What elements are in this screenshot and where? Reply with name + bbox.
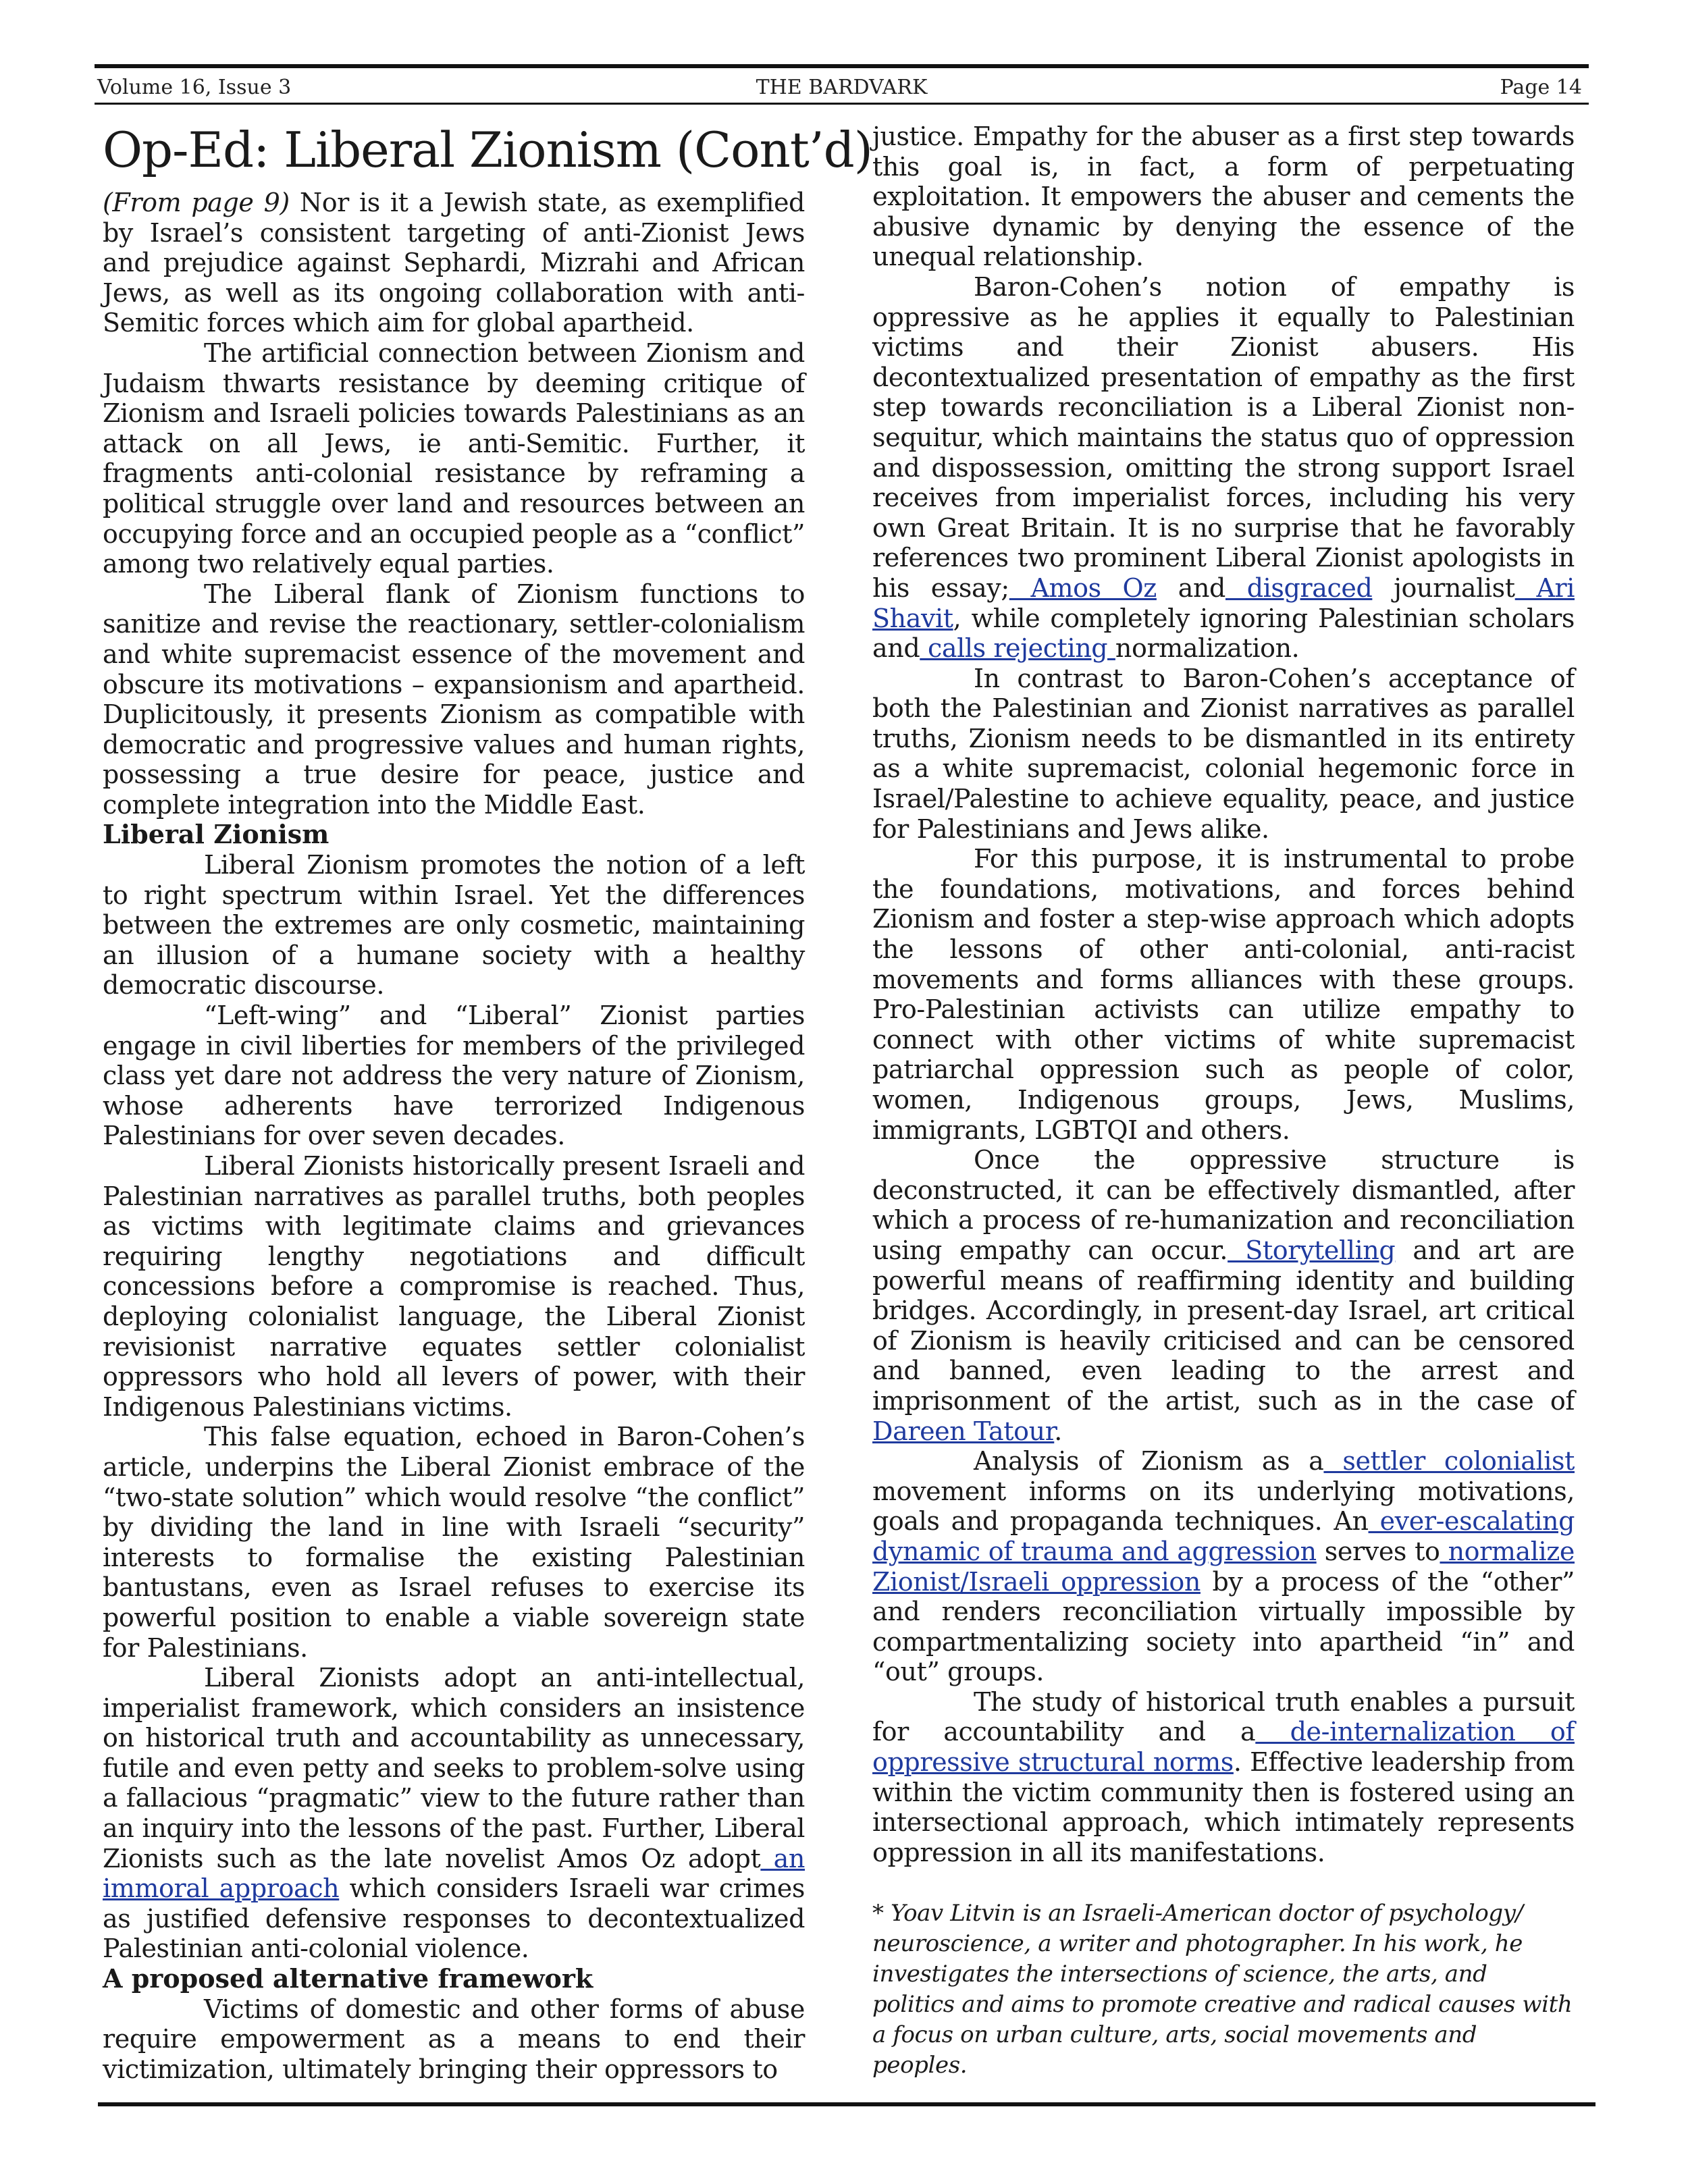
paragraph: Victims of domestic and other forms of abuse require empowerment as a means to end their victimization, ultimately bringing their oppressors to [103, 1994, 805, 2084]
section-heading-alternative-framework: A proposed alternative framework [103, 1963, 594, 1994]
left-column [103, 122, 872, 2084]
paragraph: The study of historical truth enables a pursuit for accountability and a de-internalization of oppressive structural norms. Effective leadership from within the victim community then is fostered using an intersectional approach, which intimately represents oppression in all its manifestations. [872, 1686, 1575, 1867]
link-immoral-approach[interactable]: an immoral approach [103, 1843, 805, 1904]
author-bio: * Yoav Litvin is an Israeli-American doctor of psychology/ neuroscience, a writer and photographer. In his work, he investigates the intersections of science, the arts, and politics and aims to promote creative and radical causes with a focus on urban culture, arts, social movements and peoples. [872, 1900, 1573, 2079]
link-normalize-oppression[interactable]: normalize Zionist/Israeli oppression [872, 1536, 1575, 1597]
link-dareen-tatour[interactable]: Dareen Tatour [872, 1416, 1055, 1446]
link-disgraced[interactable]: disgraced [1225, 572, 1373, 603]
paragraph: For this purpose, it is instrumental to probe the foundations, motivations, and forces behind Zionism and foster a step-wise approach which adopts the lessons of other anti-colonial, anti-racist movements and forms alliances with these groups. Pro-Palestinian activists can utilize empathy to connect with other victims of white supremacist patriarchal oppression such as people of color, women, Indigenous groups, Jews, Muslims, immigrants, LGBTQI and others. [872, 844, 1575, 1145]
link-amos-oz[interactable]: Amos Oz [1009, 572, 1157, 603]
paragraph: “Left-wing” and “Liberal” Zionist parties engage in civil liberties for members of the privileged class yet dare not address the very nature of Zionism, whose adherents have terrorized Indigenous Palestinians for over seven decades. [103, 1001, 805, 1151]
paragraph: Liberal Zionists historically present Israeli and Palestinian narratives as parallel truths, both peoples as victims with legitimate claims and grievances requiring lengthy negotiations and difficult concessions before a compromise is reached. Thus, deploying colonialist language, the Liberal Zionist revisionist narrative equates settler colonialist oppressors who hold all levers of power, with their Indigenous Palestinians victims. [103, 1151, 805, 1422]
paragraph: Liberal Zionism promotes the notion of a left to right spectrum within Israel. Yet the differences between the extremes are only cosmetic, maintaining an illusion of a humane society with a healthy democratic discourse. [103, 850, 805, 1001]
header-top-rule [95, 64, 1589, 68]
paragraph: The artificial connection between Zionism and Judaism thwarts resistance by deeming critique of Zionism and Israeli policies towards Palestinians as an attack on all Jews, ie anti-Semitic. Further, it fragments anti-colonial resistance by reframing a political struggle over land and resources between an occupying force and an occupied people as a “conflict” among two relatively equal parties. [103, 338, 805, 579]
link-ari-shavit[interactable]: Ari Shavit [872, 572, 1575, 633]
paragraph: In contrast to Baron-Cohen’s acceptance of both the Palestinian and Zionist narratives as parallel truths, Zionism needs to be dismantled in its entirety as a white supremacist, colonial hegemonic force in Israel/Palestine to achieve equality, peace, and justice for Palestinians and Jews alike. [872, 663, 1575, 844]
paragraph: (From page 9) Nor is it a Jewish state, as exemplified by Israel’s consistent targeting of anti-Zionist Jews and prejudice against Sephardi, Mizrahi and African Jews, as well as its ongoing collaboration with anti-Semitic forces which aim for global apartheid. [103, 188, 805, 338]
from-page-ref: (From page 9) [103, 188, 290, 217]
link-settler-colonialist[interactable]: settler colonialist [1323, 1446, 1575, 1476]
paragraph: Liberal Zionists adopt an anti-intellectual, imperialist framework, which considers an insistence on historical truth and accountability as unnecessary, futile and even petty and seeks to problem-solve using a fallacious “pragmatic” view to the future rather than an inquiry into the lessons of the past. Further, Liberal Zionists such as the late novelist Amos Oz adopt an immoral approach which considers Israeli war crimes as justified defensive responses to decontextualized Palestinian anti-colonial violence. [103, 1663, 805, 1964]
paragraph: Analysis of Zionism as a settler colonialist movement informs on its underlying motivations, goals and propaganda techniques. An ever-escalating dynamic of trauma and aggression serves to normalize Zionist/Israeli oppression by a process of the “other” and renders reconciliation virtually impossible by compartmentalizing society into apartheid “in” and “out” groups. [872, 1446, 1575, 1687]
paragraph: The Liberal flank of Zionism functions to sanitize and revise the reactionary, settler-colonialism and white supremacist essence of the movement and obscure its motivations – expansionism and apartheid. Duplicitously, it presents Zionism as compatible with democratic and progressive values and human rights, possessing a true desire for peace, justice and complete integration into the Middle East. [103, 579, 805, 820]
link-ever-escalating-dynamic[interactable]: ever-escalating dynamic of trauma and aggression [872, 1506, 1575, 1566]
link-storytelling[interactable]: Storytelling [1228, 1235, 1396, 1265]
paragraph: Baron-Cohen’s notion of empathy is oppressive as he applies it equally to Palestinian victims and their Zionist abusers. His decontextualized presentation of empathy as the first step towards reconciliation is a Liberal Zionist non-sequitur, which maintains the status quo of oppression and dispossession, omitting the strong support Israel receives from imperialist forces, including his very own Great Britain. It is no surprise that he favorably references two prominent Liberal Zionist apologists in his essay; Amos Oz and disgraced journalist Ari Shavit, while completely ignoring Palestinian scholars and calls rejecting normalization. [872, 271, 1575, 664]
link-calls-rejecting[interactable]: calls rejecting [920, 633, 1115, 664]
header-bottom-rule [95, 103, 1589, 105]
paragraph: justice. Empathy for the abuser as a first step towards this goal is, in fact, a form of perpetuating exploitation. It empowers the abuser and cements the abusive dynamic by denying the essence of the unequal relationship. [872, 122, 1575, 272]
publication-name: THE BARDVARK [756, 76, 928, 99]
article-title: Op-Ed: Liberal Zionism (Cont’d) [103, 122, 872, 178]
link-de-internalization[interactable]: de-internalization of oppressive structural norms [872, 1717, 1575, 1778]
paragraph: Once the oppressive structure is deconstructed, it can be effectively dismantled, after which a process of re-humanization and reconciliation using empathy can occur. Storytelling and art are powerful means of reaffirming identity and building bridges. Accordingly, in present-day Israel, art critical of Zionism is heavily criticised and can be censored and banned, even leading to the arrest and imprisonment of the artist, such as in the case of Dareen Tatour. [872, 1145, 1575, 1446]
volume-issue: Volume 16, Issue 3 [97, 76, 292, 99]
section-heading-liberal-zionism: Liberal Zionism [103, 819, 329, 850]
right-column [872, 122, 1575, 2081]
footer-rule [98, 2102, 1595, 2106]
paragraph: This false equation, echoed in Baron-Cohen’s article, underpins the Liberal Zionist embrace of the “two-state solution” which would resolve “the conflict” by dividing the land in line with Israeli “security” interests to formalise the existing Palestinian bantustans, even as Israel refuses to exercise its powerful position to enable a viable sovereign state for Palestinians. [103, 1422, 805, 1663]
page-number: Page 14 [1500, 76, 1582, 99]
page-header [95, 73, 1589, 104]
